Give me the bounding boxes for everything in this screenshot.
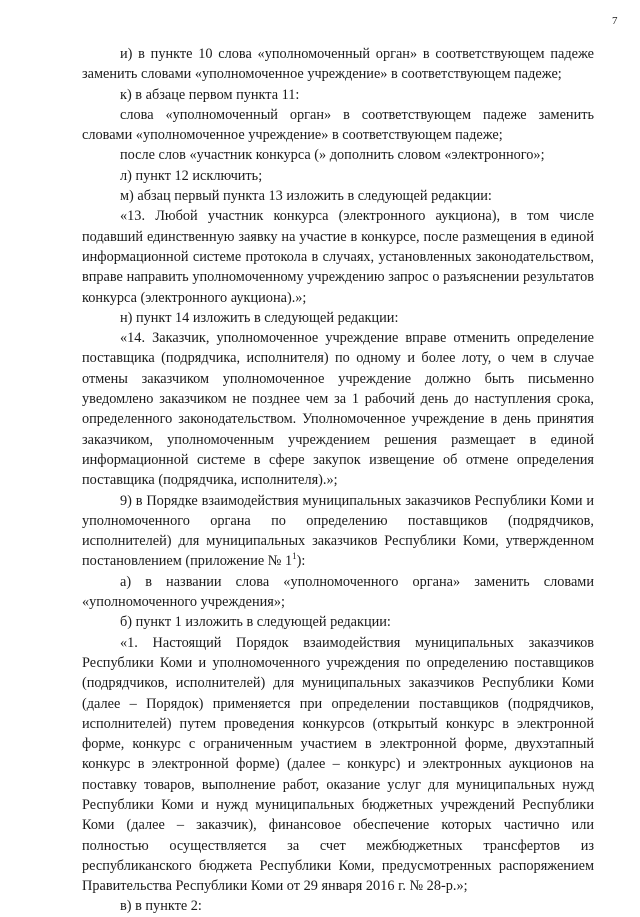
- item-9-superscript: 1: [292, 551, 297, 562]
- paragraph-quote-1: «1. Настоящий Порядок взаимодействия муниципальных заказчиков Республики Коми и уполномоченного учреждения по определению поставщиков (подрядчиков, исполнителей) для муниципальных заказчиков Республики Коми (далее – Порядок) применяется при определении поставщиков (подрядчиков, исполнителей) путем проведения конкурсов (открытый конкурс в электронной форме, конкурс с ограниченным участием в электронной форме, двухэтапный конкурс в электронной форме) (далее – конкурс) и электронных аукционов на поставку товаров, выполнение работ, оказание услуг для муниципальных нужд Республики Коми и нужд муниципальных бюджетных учреждений Республики Коми (далее – заказчик), финансовое обеспечение которых частично или полностью осуществляется за счет межбюджетных трансфертов из республиканского бюджета Республики Коми, предусмотренных распоряжением Правительства Республики Коми от 29 января 2016 г. № 28-р.»;: [82, 634, 594, 895]
- paragraph-k: к) в абзаце первом пункта 11:: [120, 86, 300, 103]
- paragraph-quote-13: «13. Любой участник конкурса (электронного аукциона), в том числе подавший единственную заявку на участие в конкурсе, после размещения в единой информационной системе протокола в случаях, установленных законодательством, вправе направить уполномоченному учреждению запрос о разъяснении результатов конкурса (электронного аукциона).»;: [82, 208, 594, 306]
- paragraph-v: в) в пункте 2:: [120, 898, 202, 915]
- paragraph-a: а) в названии слова «уполномоченного органа» заменить словами «уполномоченного учреждения»;: [82, 573, 594, 611]
- paragraph-k-words: слова «уполномоченный орган» в соответствующем падеже заменить словами «уполномоченное учреждение» в соответствующем падеже;: [82, 106, 594, 144]
- item-9-text: 9) в Порядке взаимодействия муниципальных заказчиков Республики Коми и уполномоченного органа по определению поставщиков (подрядчиков, исполнителей) для муниципальных заказчиков Республики Коми, утвержденном постановлением (приложение № 1: [82, 492, 594, 570]
- paragraph-quote-14: «14. Заказчик, уполномоченное учреждение вправе отменить определение поставщика (подрядчика, исполнителя) по одному и более лоту, о чем в случае отмены заказчиком уполномоченное учреждение должно быть письменно уведомлено заказчиком не позднее чем за 1 рабочий день до наступления срока, определенного законодательством. Уполномоченное учреждение в день принятия заказчиком, уполномоченным учреждением решения размещает в единой информационной системе в сфере закупок извещение об отмене определения поставщика (подрядчика, исполнителя).»;: [82, 330, 594, 489]
- document-body: [82, 44, 594, 917]
- paragraph-i: и) в пункте 10 слова «уполномоченный орган» в соответствующем падеже заменить словами «уполномоченное учреждение» в соответствующем падеже;: [82, 46, 594, 83]
- paragraph-item-9: [82, 491, 594, 572]
- paragraph-b: б) пункт 1 изложить в следующей редакции:: [120, 614, 391, 631]
- item-9-tail: ):: [296, 553, 306, 570]
- paragraph-l: л) пункт 12 исключить;: [120, 167, 263, 184]
- page-number: 7: [612, 15, 618, 27]
- paragraph-k-after: после слов «участник конкурса (» дополнить словом «электронного»;: [120, 147, 545, 164]
- paragraph-m: м) абзац первый пункта 13 изложить в следующей редакции:: [120, 188, 492, 205]
- paragraph-n: н) пункт 14 изложить в следующей редакции:: [120, 309, 399, 326]
